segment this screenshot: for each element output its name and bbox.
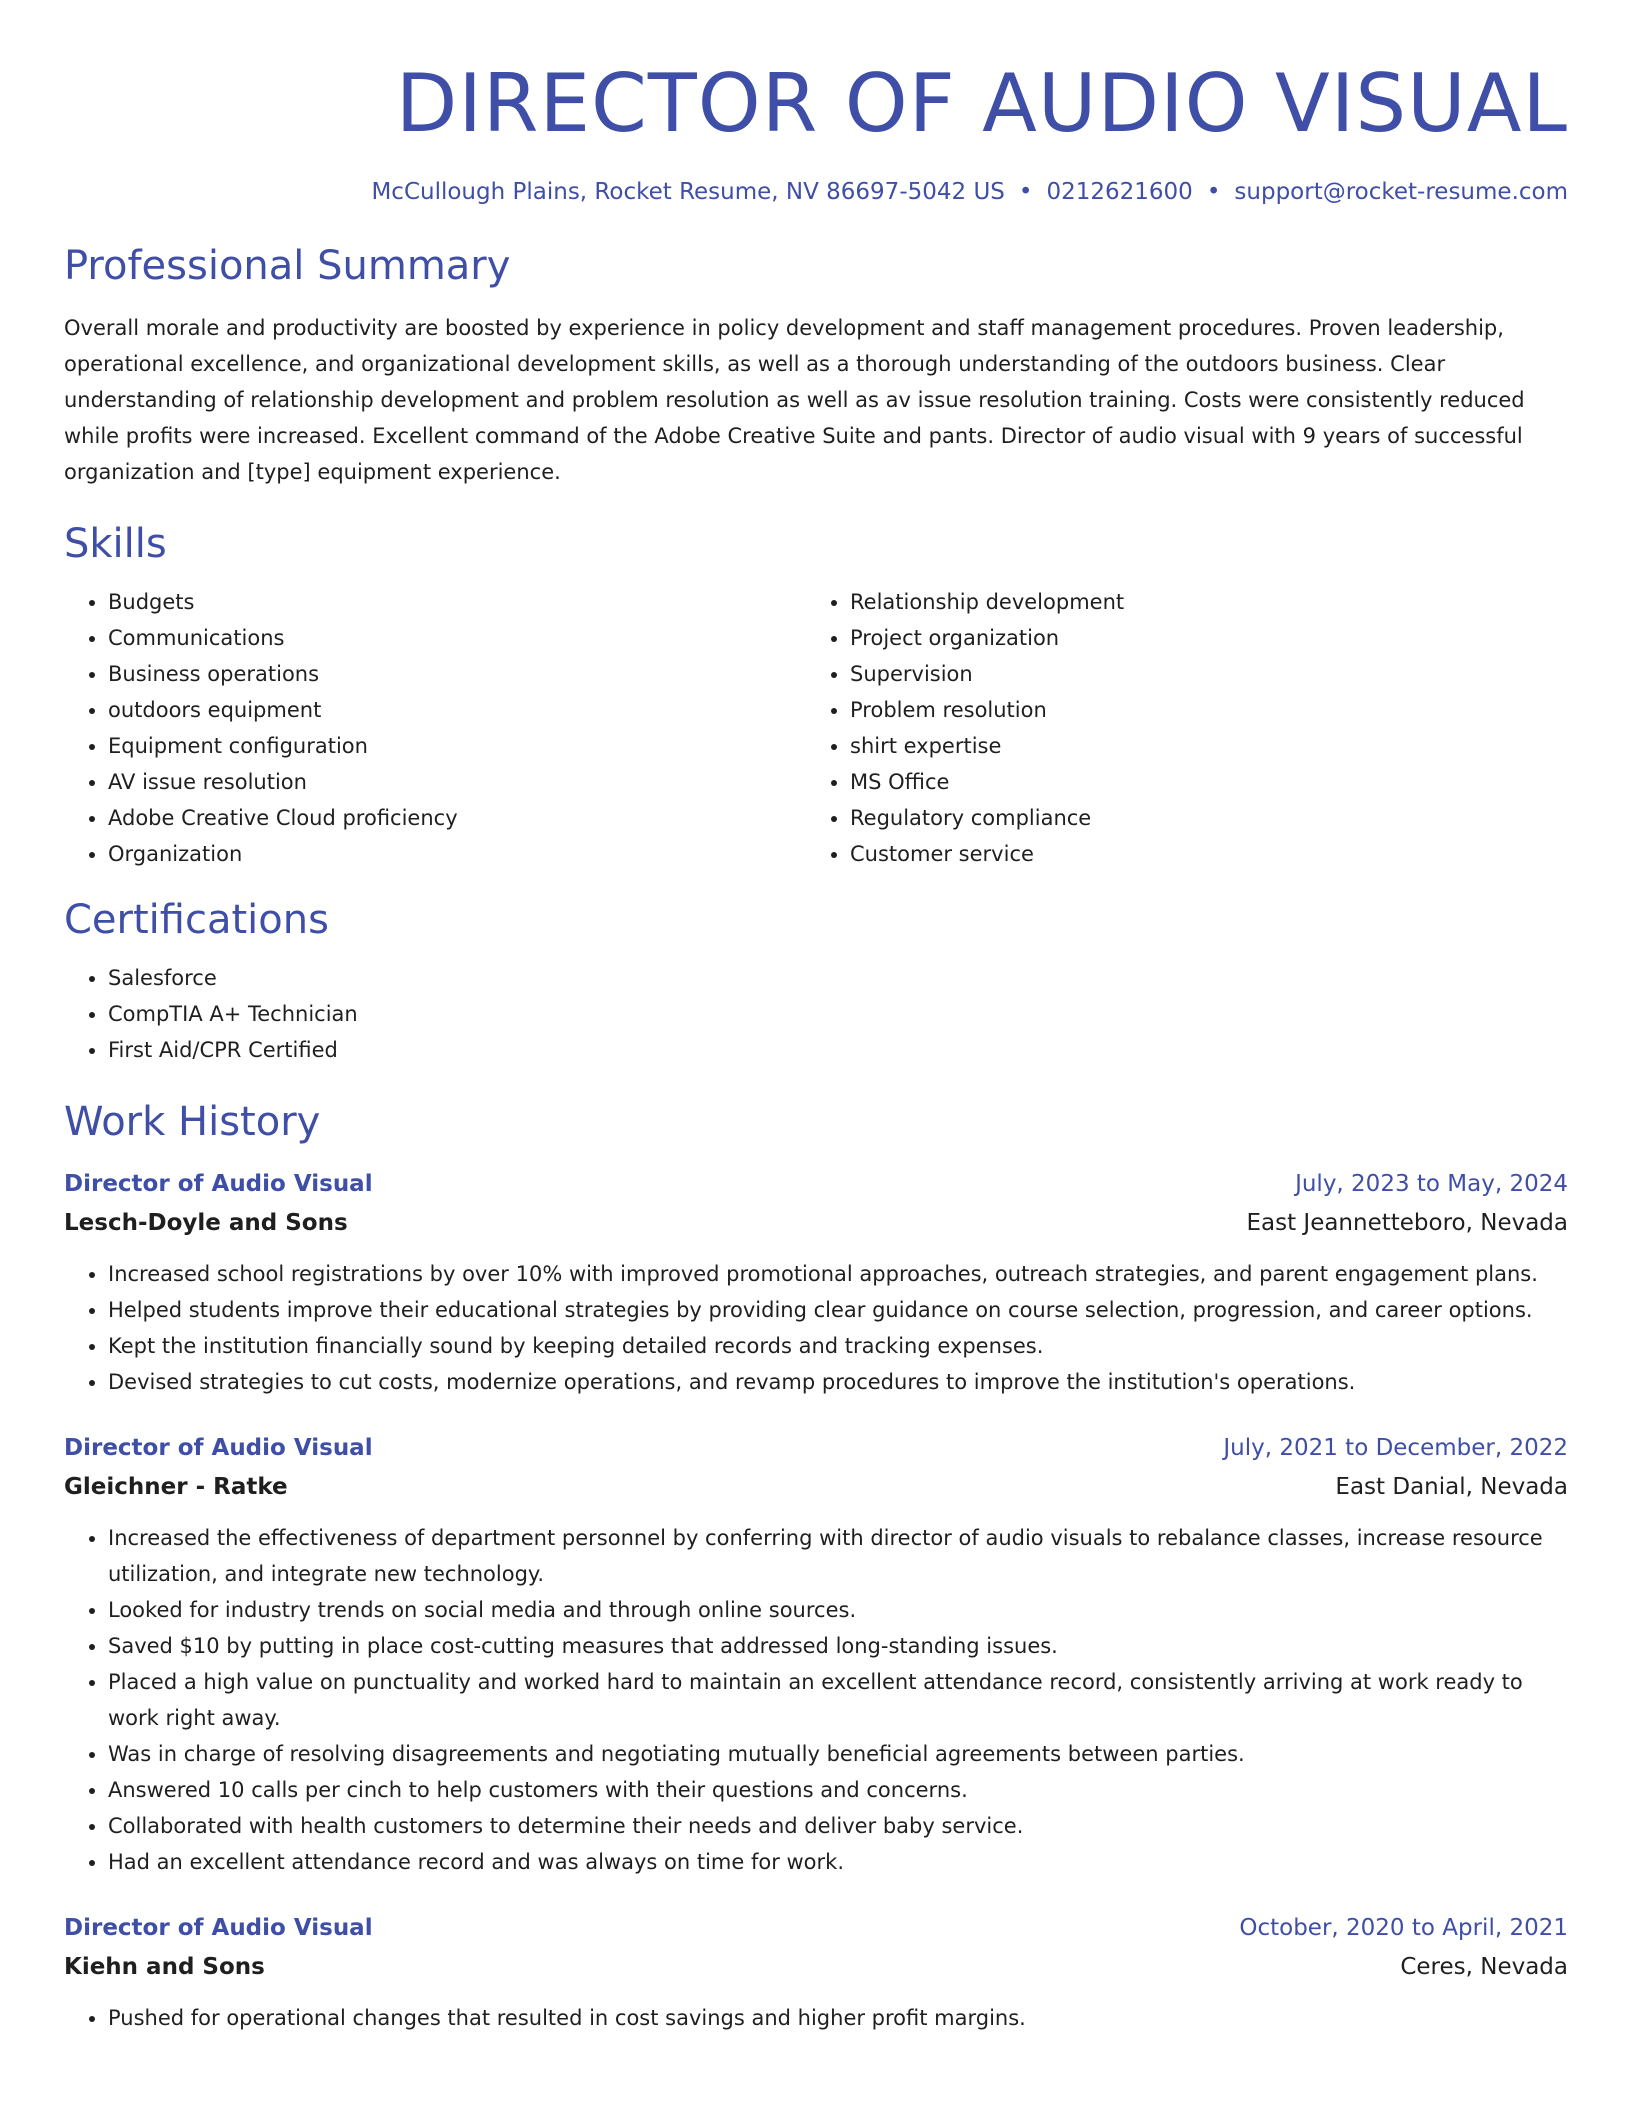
job-company: Kiehn and Sons xyxy=(64,1954,265,1980)
certification-item: • First Aid/CPR Certified xyxy=(108,1032,1568,1068)
job-bullet: • Increased school registrations by over 10% with improved promotional approaches, outreach strategies, and parent engagement plans. xyxy=(108,1256,1568,1292)
job-location: Ceres, Nevada xyxy=(1400,1954,1568,1980)
job-entry xyxy=(64,1908,1568,2036)
contact-phone: 0212621600 xyxy=(1046,179,1193,205)
skill-item: • Budgets xyxy=(108,584,806,620)
skills-column-left xyxy=(64,584,806,872)
skill-item: • Relationship development xyxy=(850,584,1548,620)
skills-list-right xyxy=(806,584,1548,872)
job-company: Gleichner - Ratke xyxy=(64,1474,288,1500)
work-history-heading: Work History xyxy=(64,1099,321,1145)
skill-item: • Adobe Creative Cloud proficiency xyxy=(108,800,806,836)
job-company-row xyxy=(64,1204,1568,1242)
job-location: East Jeannetteboro, Nevada xyxy=(1246,1210,1568,1236)
job-bullet: • Increased the effectiveness of department personnel by conferring with director of audio visuals to rebalance classes, increase resource utilization, and integrate new technology. xyxy=(108,1520,1568,1592)
job-bullet: • Kept the institution financially sound by keeping detailed records and tracking expenses. xyxy=(108,1328,1568,1364)
job-entry xyxy=(64,1164,1568,1400)
skill-item: • AV issue resolution xyxy=(108,764,806,800)
skills-heading: Skills xyxy=(64,521,167,567)
job-bullet: • Collaborated with health customers to determine their needs and deliver baby service. xyxy=(108,1808,1568,1844)
skill-item: • Problem resolution xyxy=(850,692,1548,728)
job-bullet: • Placed a high value on punctuality and worked hard to maintain an excellent attendance record, consistently arriving at work ready to work right away. xyxy=(108,1664,1568,1736)
certifications-heading: Certifications xyxy=(64,897,329,943)
job-bullet: • Was in charge of resolving disagreements and negotiating mutually beneficial agreements between parties. xyxy=(108,1736,1568,1772)
job-bullet: • Pushed for operational changes that resulted in cost savings and higher profit margins. xyxy=(108,2000,1568,2036)
candidate-name: DIRECTOR OF AUDIO VISUAL xyxy=(395,57,1568,150)
skill-item: • Project organization xyxy=(850,620,1548,656)
resume-header xyxy=(64,52,1568,208)
skills-grid xyxy=(64,584,1568,872)
skills-column-right xyxy=(806,584,1548,872)
skill-item: • MS Office xyxy=(850,764,1548,800)
job-bullet: • Looked for industry trends on social media and through online sources. xyxy=(108,1592,1568,1628)
job-title-row xyxy=(64,1164,1568,1204)
job-bullets xyxy=(64,2000,1568,2036)
skill-item: • Business operations xyxy=(108,656,806,692)
skill-item: • shirt expertise xyxy=(850,728,1548,764)
job-bullets xyxy=(64,1256,1568,1400)
job-bullets xyxy=(64,1520,1568,1880)
certifications-list xyxy=(64,960,1568,1068)
job-dates: July, 2023 to May, 2024 xyxy=(1295,1171,1568,1197)
summary-text: Overall morale and productivity are boosted by experience in policy development and staff management procedures. Proven leadership, operational excellence, and organizational development skills, as well as a thorough understanding of the outdoors business. Clear understanding of relationship development and problem resolution as well as av issue resolution training. Costs were consistently reduced while profits were increased. Excellent command of the Adobe Creative Suite and pants. Director of audio visual with 9 years of successful organization and [type] equipment experience. xyxy=(64,316,1525,484)
contact-address: McCullough Plains, Rocket Resume, NV 86697-5042 US xyxy=(371,179,1005,205)
job-title: Director of Audio Visual xyxy=(64,1915,373,1941)
job-dates: July, 2021 to December, 2022 xyxy=(1223,1435,1568,1461)
job-company-row xyxy=(64,1468,1568,1506)
skill-item: • Supervision xyxy=(850,656,1548,692)
contact-separator: • xyxy=(1018,179,1033,205)
job-bullet: • Devised strategies to cut costs, modernize operations, and revamp procedures to improve the institution's operations. xyxy=(108,1364,1568,1400)
job-title: Director of Audio Visual xyxy=(64,1171,373,1197)
job-dates: October, 2020 to April, 2021 xyxy=(1239,1915,1568,1941)
skill-item: • Organization xyxy=(108,836,806,872)
summary-heading: Professional Summary xyxy=(64,243,511,289)
job-bullet: • Helped students improve their educational strategies by providing clear guidance on course selection, progression, and career options. xyxy=(108,1292,1568,1328)
skill-item: • Communications xyxy=(108,620,806,656)
skills-list-left xyxy=(64,584,806,872)
contact-separator: • xyxy=(1206,179,1221,205)
job-location: East Danial, Nevada xyxy=(1335,1474,1568,1500)
job-title: Director of Audio Visual xyxy=(64,1435,373,1461)
contact-email[interactable]: support@rocket-resume.com xyxy=(1234,179,1568,205)
skill-item: • outdoors equipment xyxy=(108,692,806,728)
job-bullet: • Saved $10 by putting in place cost-cutting measures that addressed long-standing issues. xyxy=(108,1628,1568,1664)
skill-item: • Customer service xyxy=(850,836,1548,872)
job-company: Lesch-Doyle and Sons xyxy=(64,1210,348,1236)
job-title-row xyxy=(64,1428,1568,1468)
job-title-row xyxy=(64,1908,1568,1948)
job-bullet: • Answered 10 calls per cinch to help customers with their questions and concerns. xyxy=(108,1772,1568,1808)
skill-item: • Equipment configuration xyxy=(108,728,806,764)
job-bullet: • Had an excellent attendance record and was always on time for work. xyxy=(108,1844,1568,1880)
contact-line xyxy=(64,176,1568,208)
certification-item: • Salesforce xyxy=(108,960,1568,996)
certification-item: • CompTIA A+ Technician xyxy=(108,996,1568,1032)
skill-item: • Regulatory compliance xyxy=(850,800,1548,836)
job-company-row xyxy=(64,1948,1568,1986)
job-entry xyxy=(64,1428,1568,1880)
